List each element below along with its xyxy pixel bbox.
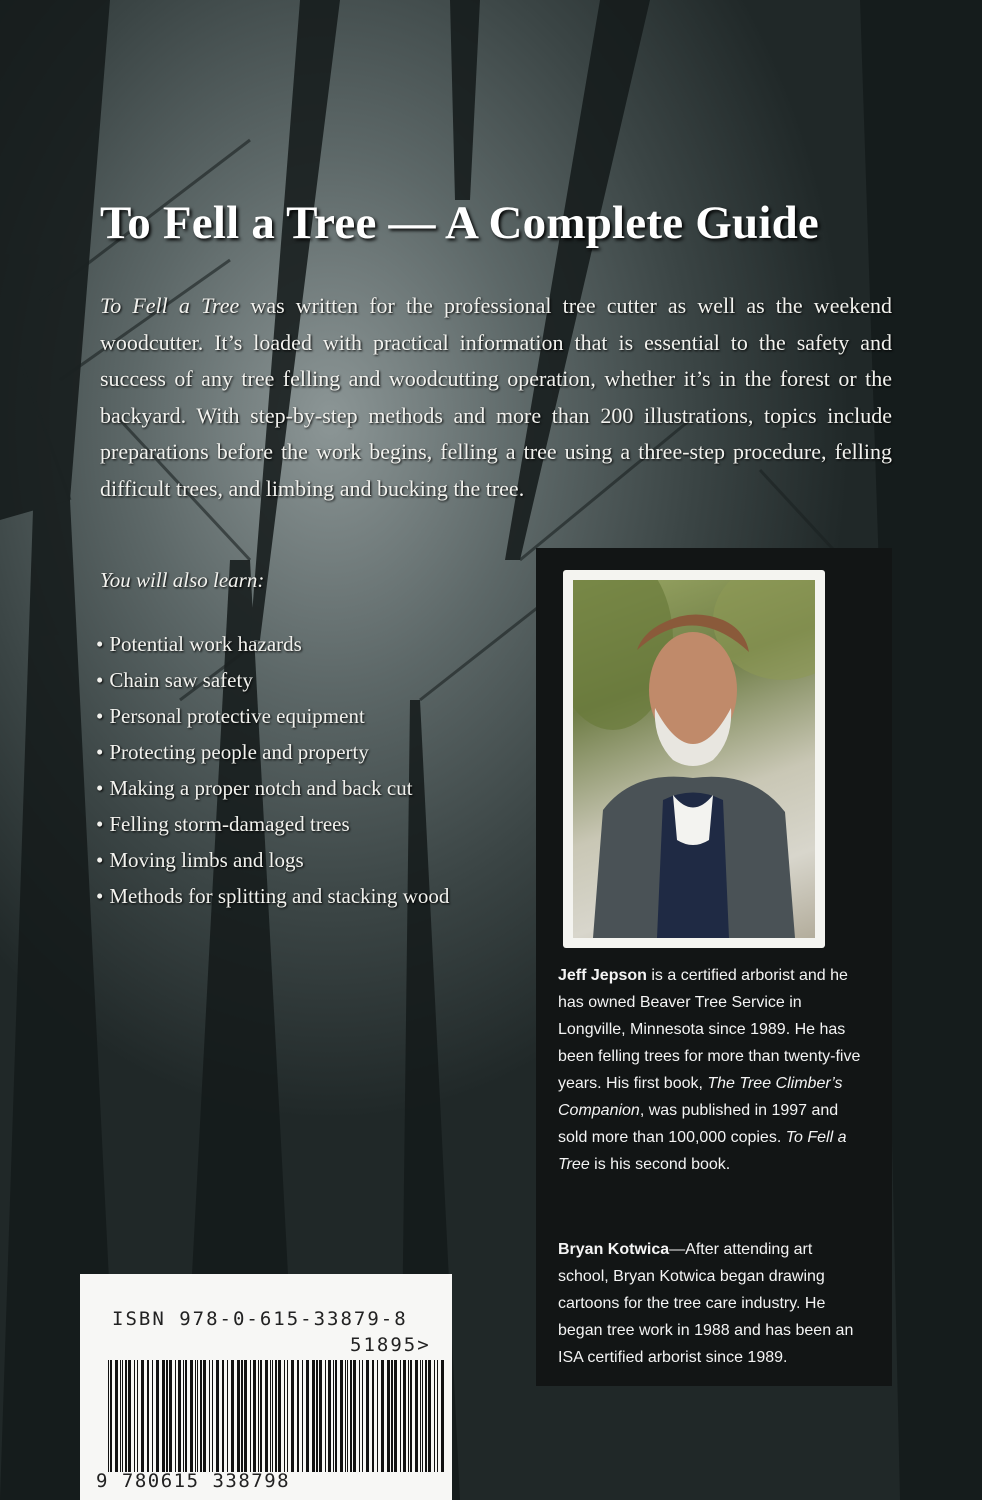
barcode-bar <box>134 1360 135 1472</box>
barcode-bar <box>147 1360 149 1472</box>
barcode-bar <box>260 1360 262 1472</box>
barcode-bar <box>197 1360 198 1472</box>
barcode-bar <box>110 1360 112 1472</box>
book-description <box>100 288 892 507</box>
barcode-bar <box>125 1360 127 1472</box>
book-title-inline: To Fell a Tree <box>100 293 240 318</box>
barcode-bar <box>175 1360 176 1472</box>
ean-digits: 9 780615 338798 <box>96 1470 291 1492</box>
barcode-bar <box>350 1360 352 1472</box>
list-item: • Moving limbs and logs <box>96 842 449 878</box>
barcode-bar <box>253 1360 256 1472</box>
barcode-bar <box>227 1360 228 1472</box>
barcode-bar <box>425 1360 427 1472</box>
barcode-bar <box>319 1360 322 1472</box>
barcode-bar <box>185 1360 187 1472</box>
barcode-bar <box>328 1360 331 1472</box>
barcode-bar <box>291 1360 294 1472</box>
barcode-bar <box>312 1360 315 1472</box>
barcode-bar <box>203 1360 206 1472</box>
barcode-bar <box>297 1360 299 1472</box>
author-bio-text: is a certified arborist and he has owned Beaver Tree Service in Longville, Minnesota since 1989. He has been felling trees for more than twenty-five years. His first book, <box>558 967 861 1092</box>
barcode-bar <box>391 1360 393 1472</box>
barcode-bar <box>120 1360 121 1472</box>
barcode-bar <box>115 1360 118 1472</box>
list-item: • Methods for splitting and stacking wood <box>96 878 449 914</box>
description-text: was written for the professional tree cutter as well as the weekend woodcutter. It’s loaded with practical information that is essential to the safety and success of any tree felling and woodcutting operation, whether it’s in the forest or the backyard. With step-by-step methods and more than 200 illustrations, topics include preparations before the work begins, felling a tree using a three-step procedure, felling difficult trees, and limbing and bucking the tree. <box>100 293 892 501</box>
barcode-bar <box>428 1360 431 1472</box>
barcode-bar <box>141 1360 144 1472</box>
barcode-bar <box>410 1360 412 1472</box>
barcode-bar <box>400 1360 401 1472</box>
barcode-bar <box>241 1360 243 1472</box>
barcode-bar <box>287 1360 288 1472</box>
barcode-bar <box>353 1360 356 1472</box>
barcode-bar <box>244 1360 247 1472</box>
barcode-bar <box>377 1360 378 1472</box>
barcode-bar <box>306 1360 309 1472</box>
barcode-bar <box>190 1360 193 1472</box>
barcode-bar <box>284 1360 285 1472</box>
barcode-bar <box>128 1360 131 1472</box>
barcode-bar <box>302 1360 303 1472</box>
barcode-image <box>108 1360 444 1472</box>
barcode-bar <box>422 1360 423 1472</box>
illustrator-bio <box>558 1236 866 1371</box>
learn-heading: You will also learn: <box>100 568 265 592</box>
barcode-bar <box>381 1360 384 1472</box>
barcode-bar <box>347 1360 348 1472</box>
barcode-bar <box>415 1360 418 1472</box>
barcode-bar <box>137 1360 138 1472</box>
learn-list <box>96 626 449 914</box>
barcode-bar <box>183 1360 184 1472</box>
barcode-bar <box>200 1360 202 1472</box>
barcode-bar <box>250 1360 251 1472</box>
list-item: • Making a proper notch and back cut <box>96 770 449 806</box>
barcode-bar <box>108 1360 109 1472</box>
barcode-bar <box>162 1360 165 1472</box>
barcode-bar <box>278 1360 281 1472</box>
barcode-bar <box>316 1360 318 1472</box>
barcode-bar <box>122 1360 123 1472</box>
barcode-bar <box>333 1360 334 1472</box>
barcode-bar <box>156 1360 159 1472</box>
list-item: • Potential work hazards <box>96 626 449 662</box>
list-item: • Personal protective equipment <box>96 698 449 734</box>
barcode-bar <box>212 1360 213 1472</box>
barcode-bar <box>340 1360 343 1472</box>
author-photo <box>573 580 815 938</box>
barcode-bar <box>345 1360 346 1472</box>
barcode-bar <box>362 1360 363 1472</box>
barcode-bar <box>166 1360 168 1472</box>
barcode-bar <box>275 1360 277 1472</box>
barcode-bar <box>366 1360 369 1472</box>
author-bio-text: is his second book. <box>589 1156 731 1173</box>
barcode-bar <box>272 1360 273 1472</box>
barcode-bar <box>403 1360 406 1472</box>
barcode-bar <box>265 1360 268 1472</box>
barcode-bar <box>237 1360 240 1472</box>
author-bio-text: , was published in 1997 and sold more than 100,000 copies. <box>558 1102 839 1146</box>
barcode-bar <box>258 1360 259 1472</box>
list-item: • Felling storm-damaged trees <box>96 806 449 842</box>
first-book-title: The Tree Climber’s Companion <box>558 1075 843 1119</box>
barcode-bar <box>209 1360 210 1472</box>
barcode-bar <box>372 1360 374 1472</box>
barcode-bar <box>394 1360 397 1472</box>
list-item: • Protecting people and property <box>96 734 449 770</box>
isbn: ISBN 978-0-615-33879-8 <box>112 1308 408 1330</box>
barcode-bar <box>178 1360 181 1472</box>
barcode-bar <box>325 1360 326 1472</box>
barcode-bar <box>231 1360 234 1472</box>
barcode-bar <box>420 1360 421 1472</box>
illustrator-name: Bryan Kotwica <box>558 1241 670 1258</box>
illustrator-bio-text: —After attending art school, Bryan Kotwica began drawing cartoons for the tree care industry. He began tree work in 1988 and has been an ISA certified arborist since 1989. <box>558 1241 854 1366</box>
barcode-bar <box>169 1360 172 1472</box>
author-portrait-image <box>573 580 815 938</box>
author-bio <box>558 962 866 1178</box>
barcode-bar <box>195 1360 196 1472</box>
list-item: • Chain saw safety <box>96 662 449 698</box>
barcode-bar <box>216 1360 219 1472</box>
book-title: To Fell a Tree — A Complete Guide <box>100 197 819 249</box>
author-name: Jeff Jepson <box>558 967 647 984</box>
barcode-bar <box>408 1360 409 1472</box>
barcode-bar <box>437 1360 438 1472</box>
barcode-bar <box>152 1360 153 1472</box>
barcode-bar <box>222 1360 224 1472</box>
barcode-bar <box>387 1360 390 1472</box>
price-code: 51895> <box>350 1334 431 1356</box>
this-book-title: To Fell a Tree <box>558 1129 847 1173</box>
barcode-bar <box>434 1360 435 1472</box>
barcode-bar <box>441 1360 444 1472</box>
barcode-bar <box>359 1360 360 1472</box>
barcode-bar <box>270 1360 271 1472</box>
barcode-bar <box>335 1360 337 1472</box>
